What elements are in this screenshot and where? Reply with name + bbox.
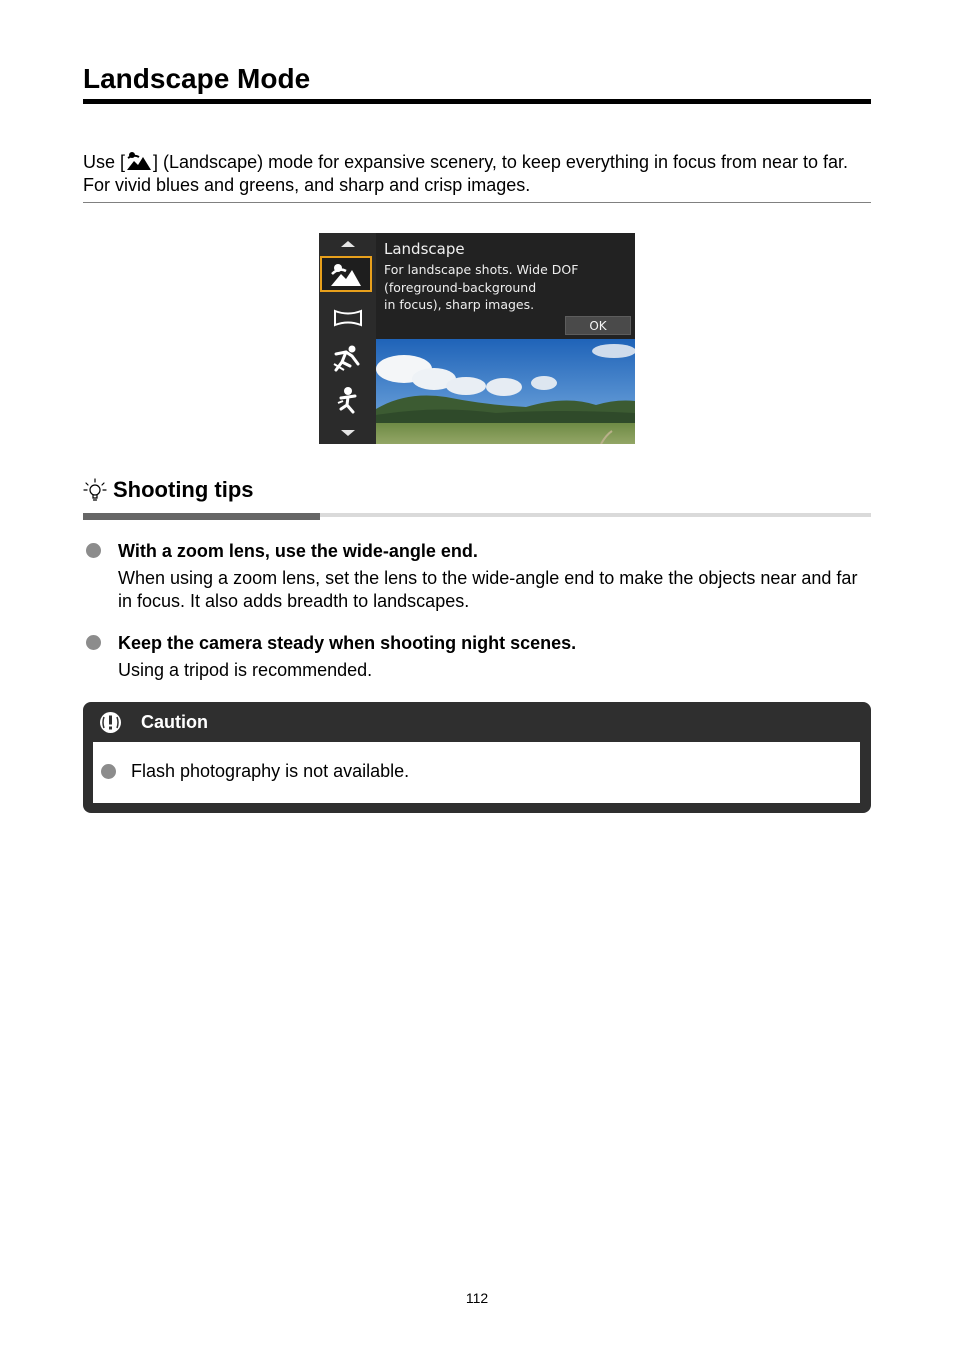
- tip-heading: With a zoom lens, use the wide-angle end.: [118, 541, 478, 561]
- mode-description: [384, 261, 624, 314]
- scroll-down-icon[interactable]: [341, 430, 355, 436]
- tip-body: When using a zoom lens, set the lens to the wide-angle end to make the objects near and far in focus. It also adds breadth to landscapes.: [118, 568, 858, 611]
- mode-info-panel: [376, 233, 635, 339]
- mode-item-panorama[interactable]: [322, 301, 373, 335]
- tip-body: Using a tripod is recommended.: [118, 660, 373, 680]
- mode-item-landscape[interactable]: [320, 256, 372, 292]
- mode-description-line: in focus), sharp images.: [384, 297, 535, 312]
- mode-item-sports[interactable]: [322, 341, 373, 375]
- landscape-mode-icon: [125, 151, 153, 171]
- mode-name: Landscape: [384, 240, 465, 258]
- tip-heading: Keep the camera steady when shooting night scenes.: [118, 633, 577, 653]
- mode-selector: [319, 233, 376, 444]
- scroll-up-icon[interactable]: [341, 241, 355, 247]
- mode-description-line: For landscape shots. Wide DOF: [384, 262, 579, 277]
- caution-title: Caution: [141, 712, 208, 732]
- bullet-icon: [101, 764, 116, 779]
- caution-item: Flash photography is not available.: [131, 761, 410, 781]
- sports-mode-icon: [332, 344, 364, 372]
- page-number: 112: [465, 1290, 489, 1306]
- intro-rule: [83, 202, 871, 203]
- landscape-mode-icon: [329, 261, 363, 287]
- caution-content: [93, 742, 860, 803]
- lightbulb-icon: [83, 478, 107, 502]
- mode-item-kids[interactable]: [322, 383, 373, 417]
- intro-text-end: ] (Landscape) mode for expansive scenery, to keep everything in focus from near to far. For vivid blues and greens, and sharp and crisp images.: [83, 152, 849, 195]
- ok-button[interactable]: OK: [565, 316, 631, 335]
- shooting-tips-title: Shooting tips: [113, 477, 254, 502]
- kids-mode-icon: [333, 385, 363, 415]
- caution-box: [83, 702, 871, 813]
- caution-icon: [99, 711, 122, 734]
- bullet-icon: [86, 635, 101, 650]
- shooting-tips-header: [83, 476, 254, 504]
- intro-paragraph: [83, 151, 871, 197]
- landscape-preview-image: [376, 339, 635, 444]
- bullet-icon: [86, 543, 101, 558]
- intro-text-start: Use [: [83, 152, 126, 172]
- mode-description-line: (foreground-background: [384, 279, 537, 295]
- tips-rule-accent: [83, 513, 320, 520]
- title-rule: [83, 99, 871, 104]
- page-title: Landscape Mode: [83, 63, 311, 94]
- camera-screen: [319, 233, 635, 444]
- panoramic-shot-icon: [333, 308, 363, 328]
